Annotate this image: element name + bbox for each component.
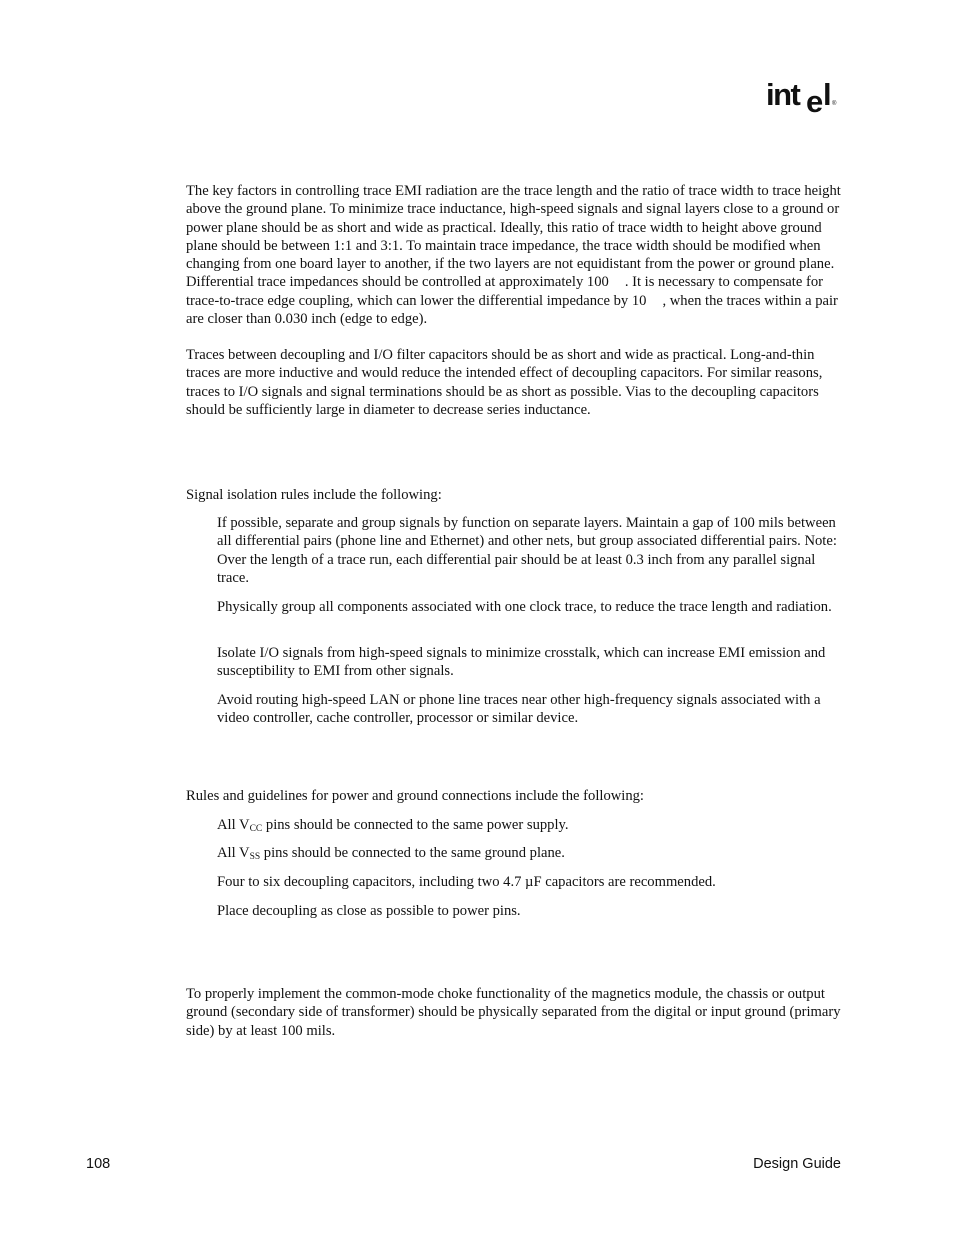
svg-text:®: ® <box>832 101 837 107</box>
power-ground-intro: Rules and guidelines for power and ground connections include the following: <box>186 788 644 804</box>
signal-isolation-intro: Signal isolation rules include the following: <box>186 487 442 503</box>
power-ground-item-2: All $V_{SS}$ pins should be connected to the same ground plane. <box>217 845 565 862</box>
trace-emi-text-2: . It is necessary to compensate for trace-to-trace edge coupling, which can lower the differential impedance by 10 <box>186 274 823 309</box>
signal-isolation-item-1: If possible, separate and group signals by function on separate layers. Maintain a gap of 100 mils between all differential pairs (phone line and Ethernet) and other nets, but group associated differential pairs. Note: Over the length of a trace run, each differential pair should be at least 0.3 inch from any parallel signal trace. <box>217 515 837 586</box>
signal-isolation-item-4: Avoid routing high-speed LAN or phone line traces near other high-frequency signals associated with a video controller, cache controller, processor or similar device. <box>217 692 821 727</box>
svg-text:l: l <box>823 77 832 112</box>
svg-text:e: e <box>806 84 824 116</box>
impedance-value: 100 <box>586 274 609 291</box>
trace-emi-paragraph-1 <box>186 182 846 328</box>
trace-emi-paragraph-2: Traces between decoupling and I/O filter capacitors should be as short and wide as practical. Long-and-thin traces are more inductive and would reduce the intended effect of decoupling capacitors. For similar reasons, traces to I/O signals and signal terminations should be as short as possible. Vias to the decoupling capacitors should be sufficiently large in diameter to decrease series inductance. <box>186 347 823 418</box>
svg-text:int: int <box>766 77 800 112</box>
footer-doc-title: Design Guide <box>753 1156 841 1172</box>
page-number: 108 <box>86 1156 111 1172</box>
power-ground-item-4: Place decoupling as close as possible to power pins. <box>217 903 521 919</box>
power-ground-item-1: All $V_{CC}$ pins should be connected to the same power supply. <box>217 817 569 834</box>
signal-isolation-item-3: Isolate I/O signals from high-speed signals to minimize crosstalk, which can increase EMI emission and susceptibility to EMI from other signals. <box>217 645 826 680</box>
trace-emi-text-1: The key factors in controlling trace EMI radiation are the trace length and the ratio of trace width to trace height above the ground plane. To minimize trace inductance, high-speed signals and signal layers close to a ground or power plane should be as short and wide as practical. Ideally, this ratio of trace width to height above ground plane should be between 1:1 and 3:1. To maintain trace impedance, the trace width should be modified when changing from one board layer to another, if the two layers are not equidistant from the power or ground plane. Differential trace impedances should be controlled at approximately <box>186 183 841 291</box>
chassis-ground-paragraph: To properly implement the common-mode choke functionality of the magnetics module, the chassis or output ground (secondary side of transformer) should be physically separated from the digital or input ground (primary side) by at least 100 mils. <box>186 986 841 1039</box>
intel-logo <box>766 74 838 116</box>
power-ground-item-3: Four to six decoupling capacitors, including two 4.7 µF capacitors are recommended. <box>217 874 716 890</box>
signal-isolation-item-2: Physically group all components associated with one clock trace, to reduce the trace length and radiation. <box>217 599 832 615</box>
trace-emi-text-3: , when the traces within a pair are closer than 0.030 inch (edge to edge). <box>186 292 838 328</box>
